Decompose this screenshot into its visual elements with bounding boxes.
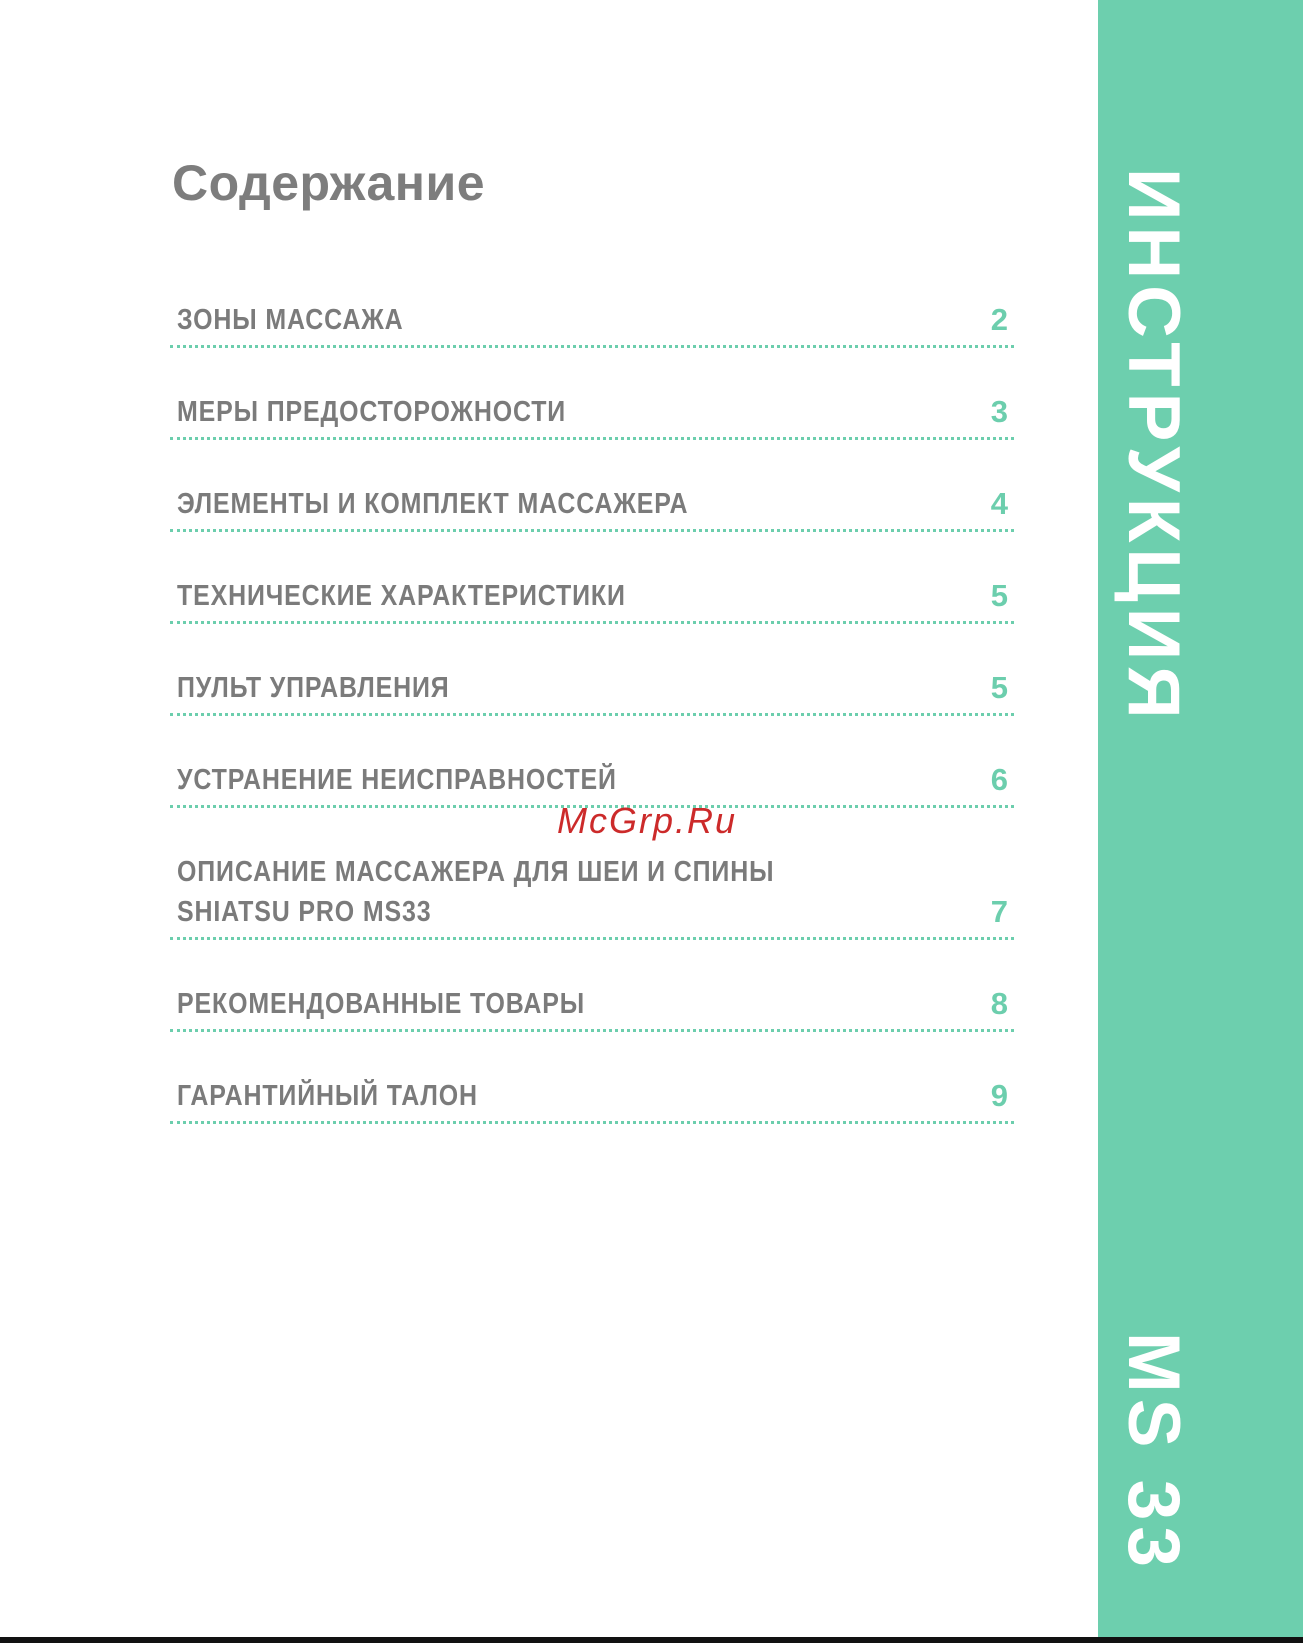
sidebar-model: MS 33 xyxy=(1113,1332,1194,1573)
toc-page-number: 7 xyxy=(990,894,1008,929)
toc-page-number: 2 xyxy=(990,302,1008,337)
toc-row-components[interactable] xyxy=(170,484,1014,532)
toc-label: МЕРЫ ПРЕДОСТОРОЖНОСТИ xyxy=(177,396,567,428)
toc-row-device-description[interactable] xyxy=(170,852,1014,940)
toc-label: ЭЛЕМЕНТЫ И КОМПЛЕКТ МАССАЖЕРА xyxy=(177,488,689,520)
toc-page-number: 3 xyxy=(990,394,1008,429)
toc-page-number: 6 xyxy=(990,762,1008,797)
toc-page-number: 5 xyxy=(990,578,1008,613)
watermark-text: McGrp.Ru xyxy=(557,800,738,841)
toc-row-remote-control[interactable] xyxy=(170,668,1014,716)
toc-row-warranty-card[interactable] xyxy=(170,1076,1014,1124)
toc-page-number: 5 xyxy=(990,670,1008,705)
toc-label-line-2: SHIATSU PRO MS33 xyxy=(177,896,432,928)
toc-row-precautions[interactable] xyxy=(170,392,1014,440)
toc-row-specifications[interactable] xyxy=(170,576,1014,624)
toc-label: ЗОНЫ МАССАЖА xyxy=(177,304,404,336)
toc-label: ГАРАНТИЙНЫЙ ТАЛОН xyxy=(177,1080,478,1112)
toc-page-number: 8 xyxy=(990,986,1008,1021)
toc-label: УСТРАНЕНИЕ НЕИСПРАВНОСТЕЙ xyxy=(177,764,617,796)
page-title: Содержание xyxy=(172,155,486,211)
toc-page-number: 4 xyxy=(990,486,1008,521)
toc-row-massage-zones[interactable] xyxy=(170,300,1014,348)
toc-label xyxy=(177,852,774,932)
toc-page-number: 9 xyxy=(990,1078,1008,1113)
toc-row-recommended-products[interactable] xyxy=(170,984,1014,1032)
sidebar-title: ИНСТРУКЦИЯ xyxy=(1113,168,1194,725)
toc-label-line-1: ОПИСАНИЕ МАССАЖЕРА ДЛЯ ШЕИ И СПИНЫ xyxy=(177,856,775,888)
toc-label: ТЕХНИЧЕСКИЕ ХАРАКТЕРИСТИКИ xyxy=(177,580,626,612)
bottom-divider xyxy=(0,1637,1303,1643)
toc-label: ПУЛЬТ УПРАВЛЕНИЯ xyxy=(177,672,450,704)
toc-label: РЕКОМЕНДОВАННЫЕ ТОВАРЫ xyxy=(177,988,586,1020)
